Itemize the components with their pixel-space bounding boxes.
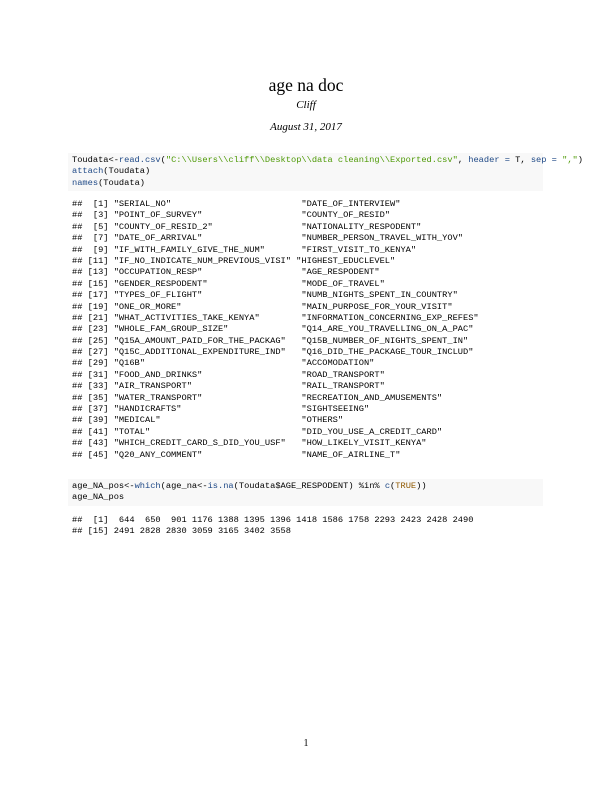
code-token: ) <box>577 155 583 165</box>
code-token: )) <box>416 481 427 491</box>
code-line <box>72 166 543 177</box>
code-token: age_NA_pos <box>72 492 125 503</box>
output-line: ## [23] "WHOLE_FAM_GROUP_SIZE" "Q14_ARE_YOU_TRAVELLING_ON_A_PAC" <box>72 324 474 335</box>
output-line: ## [1] 644 650 901 1176 1388 1395 1396 1418 1586 1758 2293 2423 2428 2490 <box>72 515 474 525</box>
output-line: ## [27] "Q15C_ADDITIONAL_EXPENDITURE_IND" "Q16_DID_THE_PACKAGE_TOUR_INCLUD" <box>72 347 474 358</box>
code-token: TRUE <box>395 481 417 491</box>
output-line: ## [41] "TOTAL" "DID_YOU_USE_A_CREDIT_CARD" <box>72 426 443 437</box>
code-token: "C:\\Users\\cliff\\Desktop\\data cleaning\\Exported.csv" <box>165 155 458 165</box>
code-line <box>72 481 543 492</box>
document-author: Cliff <box>296 99 316 111</box>
output-line: ## [21] "WHAT_ACTIVITIES_TAKE_KENYA" "INFORMATION_CONCERNING_EXP_REFES" <box>72 312 479 323</box>
code-token: ( <box>390 481 396 491</box>
output-line: ## [13] "OCCUPATION_RESP" "AGE_RESPODENT" <box>72 267 380 278</box>
output-line: ## [11] "IF_NO_INDICATE_NUM_PREVIOUS_VISI" "HIGHEST_EDUCLEVEL" <box>72 255 396 266</box>
output-line: ## [39] "MEDICAL" "OTHERS" <box>72 415 344 426</box>
code-token: (Toudata$AGE_RESPODENT) %in% <box>233 481 385 491</box>
output-line: ## [9] "IF_WITH_FAMILY_GIVE_THE_NUM" "FIRST_VISIT_TO_KENYA" <box>72 244 417 255</box>
code-token: Toudata<- <box>72 155 119 165</box>
code-token: header = <box>468 155 510 165</box>
code-token: age_NA_pos<- <box>72 481 135 491</box>
output-line: ## [29] "Q16B" "ACCOMODATION" <box>72 358 375 369</box>
output-line: ## [19] "ONE_OR_MORE" "MAIN_PURPOSE_FOR_YOUR_VISIT" <box>72 301 453 312</box>
code-token: , <box>457 155 469 165</box>
output-line: ## [31] "FOOD_AND_DRINKS" "ROAD_TRANSPORT" <box>72 369 385 380</box>
code-token: sep = <box>530 155 557 165</box>
code-token: "," <box>562 155 578 165</box>
code-token: read.csv <box>118 155 161 165</box>
code-token: is.na <box>207 481 234 491</box>
code-token: attach <box>72 166 104 177</box>
code-token: ( <box>160 155 166 165</box>
code-chunk-read-data <box>68 153 583 191</box>
code-line <box>72 178 543 189</box>
code-line <box>72 492 543 503</box>
output-line: ## [43] "WHICH_CREDIT_CARD_S_DID_YOU_USF" "HOW_LIKELY_VISIT_KENYA" <box>72 438 427 449</box>
code-token: (Toudata) <box>103 166 151 177</box>
code-token: c <box>384 481 391 491</box>
code-token: which <box>134 481 161 491</box>
code-token: (Toudata) <box>98 177 145 188</box>
output-line: ## [15] 2491 2828 2830 3059 3165 3402 3558 <box>72 526 291 537</box>
code-chunk-age-na <box>68 479 543 506</box>
code-token: T, <box>509 155 531 165</box>
output-age-na-pos <box>72 515 473 538</box>
output-line: ## [25] "Q15A_AMOUNT_PAID_FOR_THE_PACKAG" "Q15B_NUMBER_OF_NIGHTS_SPENT_IN" <box>72 335 469 346</box>
output-line: ## [1] "SERIAL_NO" "DATE_OF_INTERVIEW" <box>72 199 401 209</box>
output-line: ## [3] "POINT_OF_SURVEY" "COUNTY_OF_RESID" <box>72 210 391 221</box>
output-names <box>72 199 479 461</box>
output-line: ## [45] "Q20_ANY_COMMENT" "NAME_OF_AIRLINE_T" <box>72 449 401 460</box>
code-line <box>72 155 583 166</box>
code-token: names <box>72 177 99 188</box>
code-token: (age_na<- <box>160 481 208 491</box>
output-line: ## [5] "COUNTY_OF_RESID_2" "NATIONALITY_RESPODENT" <box>72 221 422 232</box>
page-number: 1 <box>303 738 309 749</box>
output-line: ## [17] "TYPES_OF_FLIGHT" "NUMB_NIGHTS_SPENT_IN_COUNTRY" <box>72 290 458 301</box>
output-line: ## [33] "AIR_TRANSPORT" "RAIL_TRANSPORT" <box>72 381 385 392</box>
output-line: ## [35] "WATER_TRANSPORT" "RECREATION_AND_AMUSEMENTS" <box>72 392 443 403</box>
document-title: age na doc <box>268 75 344 95</box>
output-line: ## [37] "HANDICRAFTS" "SIGHTSEEING" <box>72 404 370 415</box>
output-line: ## [7] "DATE_OF_ARRIVAL" "NUMBER_PERSON_TRAVEL_WITH_YOV" <box>72 233 464 244</box>
document-date: August 31, 2017 <box>270 121 342 133</box>
output-line: ## [15] "GENDER_RESPODENT" "MODE_OF_TRAVEL" <box>72 278 385 289</box>
